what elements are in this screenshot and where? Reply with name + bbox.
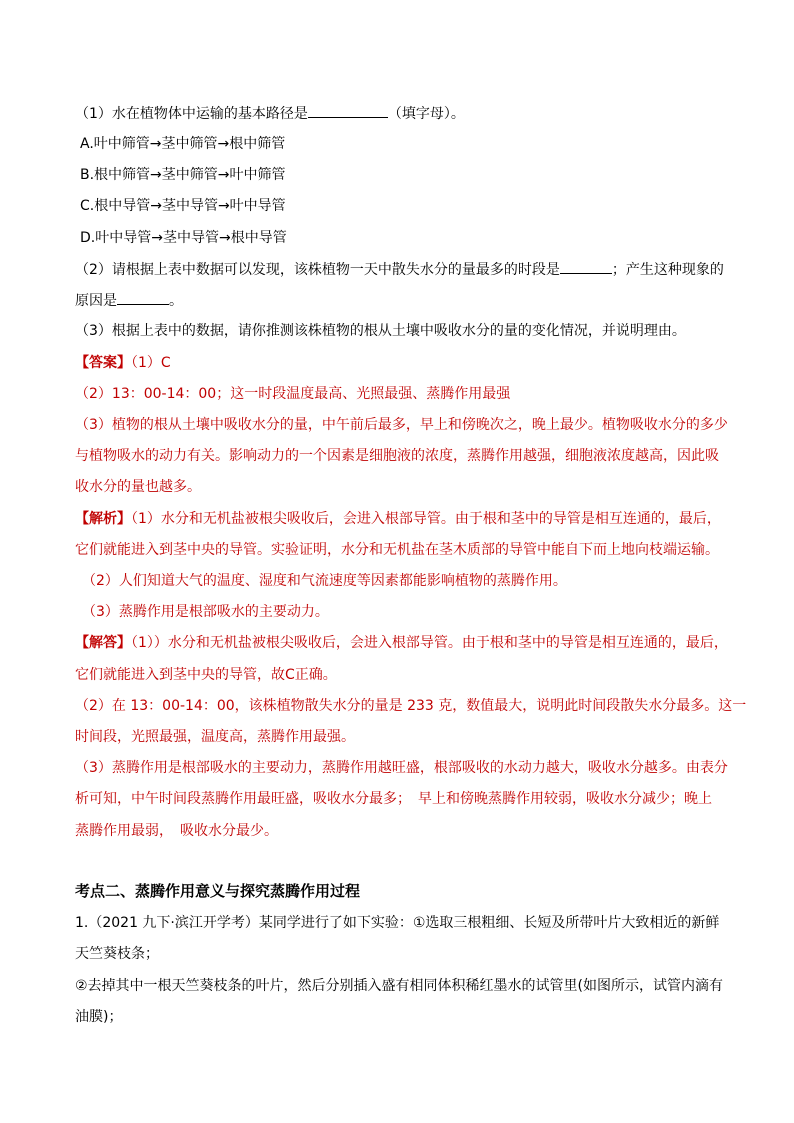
- q2-line-2: 原因是 。: [75, 293, 183, 309]
- analysis-line-1: 【解析】（1）水分和无机盐被根尖吸收后，会进入根部导管。由于根和茎中的导管是相互连通的，最后，: [75, 511, 721, 527]
- item-1-line-1: 1.（2021 九下·滨江开学考）某同学进行了如下实验：①选取三根粗细、长短及所带叶片大致相近的新鲜: [75, 915, 720, 931]
- answer-line-5: 收水分的量也越多。: [75, 479, 201, 495]
- answer-line-4: 与植物吸水的动力有关。影响动力的一个因素是细胞液的浓度，蒸腾作用越强，细胞液浓度越高，因此吸: [75, 448, 719, 464]
- answer-line-3: （3）植物的根从土壤中吸收水分的量，中午前后最多，早上和傍晚次之，晚上最少。植物吸收水分的多少: [75, 417, 728, 433]
- analysis-line-4: （3）蒸腾作用是根部吸水的主要动力。: [82, 604, 329, 620]
- solution-line-4: 时间段，光照最强，温度高，蒸腾作用最强。: [75, 729, 355, 745]
- item-1-line-2: 天竺葵枝条；: [75, 946, 159, 962]
- answer-line-2: （2）13：00-14：00；这一时段温度最高、光照最强、蒸腾作用最强: [75, 386, 511, 402]
- solution-label: 【解答】: [75, 635, 131, 651]
- q2-line-1: （2）请根据上表中数据可以发现，该株植物一天中散失水分的量最多的时段是 ；产生这种现象的: [75, 262, 724, 278]
- analysis-line-3: （2）人们知道大气的温度、湿度和气流速度等因素都能影响植物的蒸腾作用。: [82, 573, 567, 589]
- solution-line-3: （2）在 13：00-14：00，该株植物散失水分的量是 233 克，数值最大，说明此时间段散失水分最多。这一: [75, 698, 747, 714]
- q1-option-b: B.根中筛管→茎中筛管→叶中筛管: [80, 167, 286, 183]
- answer-label: 【答案】: [75, 355, 131, 371]
- solution-line-2: 它们就能进入到茎中央的导管，故C正确。: [75, 667, 337, 683]
- solution-line-5: （3）蒸腾作用是根部吸水的主要动力，蒸腾作用越旺盛，根部吸收的水动力越大，吸收水分越多。由表分: [75, 760, 728, 776]
- q1-option-a: A.叶中筛管→茎中筛管→根中筛管: [80, 136, 286, 152]
- answer-blank-2[interactable]: [560, 260, 612, 274]
- q1-option-c: C.根中导管→茎中导管→叶中导管: [80, 198, 286, 214]
- analysis-line-2: 它们就能进入到茎中央的导管。实验证明，水分和无机盐在茎木质部的导管中能自下而上地向枝端运输。: [75, 542, 719, 558]
- solution-line-6: 析可知，中午时间段蒸腾作用最旺盛，吸收水分最多； 早上和傍晚蒸腾作用较弱，吸收水分减少；晚上: [75, 791, 712, 807]
- answer-line-1: 【答案】（1）C: [75, 355, 171, 371]
- answer-blank-1[interactable]: [308, 104, 388, 118]
- analysis-label: 【解析】: [75, 511, 131, 527]
- solution-line-1: 【解答】（1））水分和无机盐被根尖吸收后，会进入根部导管。由于根和茎中的导管是相互连通的，最后，: [75, 635, 728, 651]
- item-1-line-3: ②去掉其中一根天竺葵枝条的叶片，然后分别插入盛有相同体积稀红墨水的试管里(如图所示，试管内滴有: [75, 978, 724, 994]
- q3-text: （3）根据上表中的数据，请你推测该株植物的根从土壤中吸收水分的量的变化情况，并说明理由。: [75, 323, 686, 339]
- solution-line-7: 蒸腾作用最弱， 吸收水分最少。: [75, 823, 278, 839]
- q1-option-d: D.叶中导管→茎中导管→根中导管: [80, 230, 287, 246]
- answer-blank-3[interactable]: [117, 291, 169, 305]
- item-1-line-4: 油膜)；: [75, 1009, 123, 1025]
- section-heading: 考点二、蒸腾作用意义与探究蒸腾作用过程: [75, 882, 361, 900]
- q1-stem: （1）水在植物体中运输的基本路径是 （填字母）。: [75, 106, 465, 122]
